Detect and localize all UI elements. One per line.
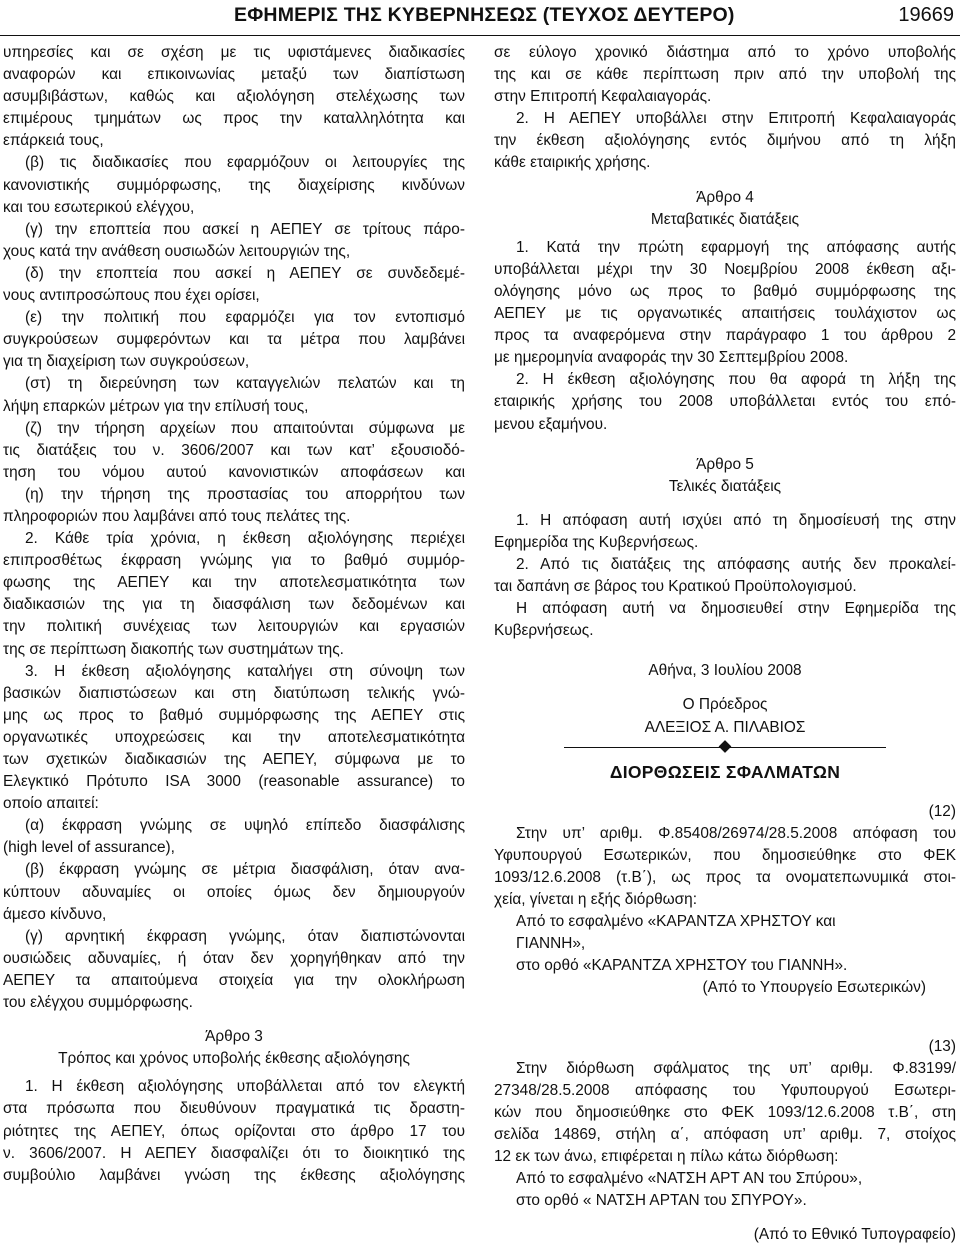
text-line: επιπροσθέτως έκφραση γνώμης για το βαθμό συμμόρ- — [3, 552, 465, 570]
text-line: (γ) την εποπτεία που ασκεί η ΑΕΠΕΥ σε τρίτους πάρο- — [25, 220, 465, 238]
diamond-icon — [719, 740, 732, 753]
text-line: κύπτουν αδυναμίες οι οποίες όμως δεν δημιουργούν — [3, 883, 465, 901]
text-line: της και σε κάθε περίπτωση πριν από την υποβολή της — [494, 66, 956, 84]
text-line: 2. Κάθε τρία χρόνια, η έκθεση αξιολόγησης περιέχει — [25, 530, 465, 548]
errata-12-number: (12) — [928, 802, 956, 820]
text-line: κών που δημοσιεύθηκε στο ΦΕΚ 1093/12.6.2008 τ.Β΄, στη — [494, 1103, 956, 1121]
text-line: 2. Η έκθεση αξιολόγησης που θα αφορά τη λήξη της — [516, 371, 956, 389]
text-line: λήψη επαρκών μέτρων για την επίλυσή τους, — [3, 397, 309, 415]
text-line: 1093/12.6.2008 (τ.Β΄), ως προς τα ονοματεπωνυμικά στοι- — [494, 869, 956, 886]
page-header — [0, 0, 960, 36]
text-line: στα πρόσωπα που διευθύνουν πραγματικά τις δραστη- — [3, 1100, 465, 1118]
text-line: ΑΕΠΕΥ με τις οργανωτικές απαιτήσεις τουλάχιστον ως — [494, 305, 956, 323]
signer-name: ΑΛΕΞΙΟΣ Α. ΠΙΛΑΒΙΟΣ — [644, 718, 806, 736]
page-number: 19669 — [898, 4, 954, 26]
text-line: (δ) την εποπτεία που ασκεί η ΑΕΠΕΥ σε συνδεδεμέ- — [25, 264, 465, 282]
text-line: σε εύλογο χρονικό διάστημα από το χρόνο υποβολής — [494, 44, 956, 61]
text-line: ασυμβιβάστων, καθώς και αξιολόγηση στελέχωσης των — [3, 88, 465, 106]
text-line: 27348/28.5.2008 απόφασης του Υφυπουργού Εσωτερι- — [494, 1081, 956, 1099]
text-line: Στην υπ’ αριθμ. Φ.85408/26974/28.5.2008 απόφαση του — [516, 824, 956, 842]
text-line: την πολιτική συνέχειας των λειτουργιών και εργασιών — [3, 618, 465, 636]
text-line: στο ορθό « ΝΑΤΣΗ ΑΡΤΑΝ του ΣΠΥΡΟΥ». — [516, 1192, 807, 1210]
text-line: επάρκειά τους, — [3, 132, 104, 150]
text-line: βασικών διαπιστώσεων και στη διατύπωση τελικής γνώ- — [3, 684, 465, 702]
text-line: των σχετικών διαδικασιών της ΑΕΠΕΥ, σύμφωνα με το — [3, 751, 465, 768]
text-line: εταιρικής χρήσης του 2008 υποβάλλεται εντός του επό- — [494, 393, 956, 411]
text-line: ριότητες της ΑΕΠΕΥ, όπως ορίζονται στο άρθρο 17 του — [3, 1122, 465, 1140]
text-line: ΓΙΑΝΝΗ», — [516, 935, 586, 953]
text-line: (β) τις διαδικασίες που εφαρμόζουν οι λειτουργίες της — [25, 154, 465, 172]
text-line: κάθε εταιρικής χρήσης. — [494, 154, 651, 172]
text-line: νους αντιπροσώπους που έχει ορίσει, — [3, 287, 260, 305]
text-line: ν. 3606/2007. Η ΑΕΠΕΥ διασφαλίζει ότι το διοικητικό της — [3, 1144, 465, 1162]
text-line: χους κατά την ανάθεση ουσιωδών λειτουργιών της, — [3, 242, 351, 260]
text-line: του ελέγχου συμμόρφωσης. — [3, 994, 193, 1012]
text-line: Εφημερίδα της Κυβερνήσεως. — [494, 533, 699, 551]
errata-13-number: (13) — [928, 1037, 956, 1055]
article-3-subtitle: Τρόπος και χρόνος υποβολής έκθεσης αξιολόγησης — [58, 1050, 410, 1068]
text-line: πληροφοριών που λαμβάνει από τους πελάτες της. — [3, 507, 351, 525]
text-line: κανονιστικής συμμόρφωσης, της διαχείρισης κινδύνων — [3, 176, 465, 194]
text-line: με ημερομηνία αναφοράς την 30 Σεπτεμβρίου 2008. — [494, 349, 849, 367]
text-line: μενου εξαμήνου. — [494, 415, 608, 433]
gazette-title: ΕΦΗΜΕΡΙΣ ΤΗΣ ΚΥΒΕΡΝΗΣΕΩΣ (ΤΕΥΧΟΣ ΔΕΥΤΕΡΟ) — [234, 4, 735, 26]
text-line: 2. Η ΑΕΠΕΥ υποβάλλει στην Επιτροπή Κεφαλαιαγοράς — [516, 110, 956, 128]
text-line: 1. Κατά την πρώτη εφαρμογή της απόφασης αυτής — [516, 238, 956, 256]
text-line: αναφορών και επικοινωνίας μεταξύ των διαπίστωση — [3, 66, 465, 84]
text-line: (στ) τη διερεύνηση των καταγγελιών πελατών και τη — [25, 375, 465, 393]
text-line: στο ορθό «ΚΑΡΑΝΤΖΑ ΧΡΗΣΤΟΥ του ΓΙΑΝΝΗ». — [516, 957, 848, 975]
left-column — [3, 42, 465, 1187]
text-line: (η) την τήρηση της προστασίας του απορρήτου των — [25, 485, 465, 503]
text-line: υποβάλλεται μέχρι την 30 Νοεμβρίου 2008 έκθεση αξι- — [494, 260, 956, 278]
text-line: συγκρούσεων συμφερόντων και τα μέτρα που λαμβάνει — [3, 331, 465, 349]
signer-role: Ο Πρόεδρος — [682, 696, 768, 714]
text-line: 12 εκ των άνω, επιφέρεται η πίλω κάτω διόρθωση: — [494, 1148, 839, 1166]
text-line: φωσης της ΑΕΠΕΥ και την αποτελεσματικότητα των — [3, 574, 465, 592]
text-line: ται δαπάνη σε βάρος του Κρατικού Προϋπολογισμού. — [494, 578, 857, 596]
errata-12-source: (Από το Υπουργείο Εσωτερικών) — [702, 979, 926, 997]
text-line: ΑΕΠΕΥ τα απαιτούμενα στοιχεία για την ολοκλήρωση — [3, 971, 465, 989]
text-line: οποίο απαιτεί: — [3, 795, 99, 813]
text-line: (high level of assurance), — [3, 839, 175, 857]
text-line: Υφυπουργού Εσωτερικών, που δημοσιεύθηκε στο ΦΕΚ — [494, 846, 956, 864]
text-line: ουσιώδεις αδυναμίες, ή όταν δεν χορηγήθηκαν από την — [3, 949, 465, 967]
text-line: (γ) αρνητική έκφραση γνώμης, όταν διαπιστώνονται — [25, 927, 465, 945]
text-line: στην Επιτροπή Κεφαλαιαγοράς. — [494, 88, 712, 106]
text-line: 1. Η έκθεση αξιολόγησης υποβάλλεται από τον ελεγκτή — [25, 1078, 465, 1096]
text-line: την έκθεση αξιολόγησης εντός διμήνου από τη λήξη — [494, 132, 956, 150]
article-5-title: Άρθρο 5 — [696, 455, 754, 473]
text-line: οργανωτικές υποχρεώσεις και την αποτελεσματικότητα — [3, 728, 465, 746]
text-line: (ζ) την τήρηση αρχείων που απαιτούνται σύμφωνα με — [25, 419, 465, 437]
place-date: Αθήνα, 3 Ιουλίου 2008 — [648, 662, 802, 680]
text-line: (α) έκφραση γνώμης σε υψηλό επίπεδο διασφάλισης — [25, 817, 465, 835]
text-line: 3. Η έκθεση αξιολόγησης καταλήγει στη σύνοψη των — [25, 662, 465, 680]
text-line: Από το εσφαλμένο «ΚΑΡΑΝΤΖΑ ΧΡΗΣΤΟΥ και — [516, 913, 836, 931]
text-line: συμβούλιο λαμβάνει γνώση της έκθεσης αξιολόγησης — [3, 1166, 465, 1184]
text-line: διαδικασιών της για τη διασφάλιση των δεδομένων και — [3, 596, 465, 614]
text-line: της σε περίπτωση διακοπής των συστημάτων της. — [3, 640, 344, 658]
article-5-subtitle: Τελικές διατάξεις — [668, 477, 782, 495]
text-line: (β) έκφραση γνώμης σε μέτρια διασφάλιση, όταν ανα- — [25, 861, 465, 879]
article-4-subtitle: Μεταβατικές διατάξεις — [650, 210, 800, 228]
errata-title: ΔΙΟΡΘΩΣΕΙΣ ΣΦΑΛΜΑΤΩΝ — [609, 761, 841, 782]
text-line: προς τα αναφερόμενα στην παράγραφο 1 του άρθρου 2 — [494, 327, 956, 345]
text-line: ολόγησης μόνο ως προς το βαθμό συμμόρφωσης της — [494, 282, 956, 300]
text-line: και του εσωτερικού ελέγχου, — [3, 198, 195, 216]
text-line: τηση του νόμου αυτού κανονιστικών αποφάσεων και — [3, 463, 465, 481]
text-line: για τη διαχείριση των συγκρούσεων, — [3, 353, 250, 371]
text-line: Κυβερνήσεως. — [494, 622, 594, 640]
errata-13-source: (Από το Εθνικό Τυπογραφείο) — [753, 1226, 956, 1244]
text-line: 1. Η απόφαση αυτή ισχύει από τη δημοσίευσή της στην — [516, 511, 956, 529]
text-line: 2. Από τις διατάξεις της απόφασης αυτής δεν προκαλεί- — [516, 555, 956, 573]
article-4-title: Άρθρο 4 — [696, 188, 754, 206]
text-line: υπηρεσίες και σε σχέση με τις υφιστάμενες διαδικασίες — [3, 44, 465, 61]
text-line: Στην διόρθωση σφάλματος της υπ’ αριθμ. Φ.83199/ — [516, 1059, 956, 1077]
text-line: μης ως προς το βαθμό συμμόρφωσης της ΑΕΠΕΥ στις — [3, 706, 465, 724]
section-divider — [564, 741, 886, 753]
text-line: Ελεγκτικό Πρότυπο ISA 3000 (reasonable assurance) το — [3, 773, 465, 791]
article-3-title: Άρθρο 3 — [205, 1028, 263, 1046]
text-line: άμεσο κίνδυνο, — [3, 905, 107, 923]
text-line: Από το εσφαλμένο «ΝΑΤΣΗ ΑΡΤ ΑΝ του Σπύρου», — [516, 1170, 863, 1188]
right-column — [494, 42, 956, 1246]
text-line: τις διατάξεις του ν. 3606/2007 και των κατ’ εξουσιοδό- — [3, 441, 465, 459]
text-line: σελίδα 14869, στήλη α΄, απόφαση υπ’ αριθμ. 7, στοίχος — [494, 1125, 956, 1143]
text-line: επιμέρους τμημάτων ως προς την καταλληλότητα και — [3, 110, 465, 128]
text-line: Η απόφαση αυτή να δημοσιευθεί στην Εφημερίδα της — [516, 600, 956, 618]
text-line: χεία, γίνεται η εξής διόρθωση: — [494, 891, 697, 909]
text-line: (ε) την πολιτική που εφαρμόζει για τον εντοπισμό — [25, 309, 465, 327]
